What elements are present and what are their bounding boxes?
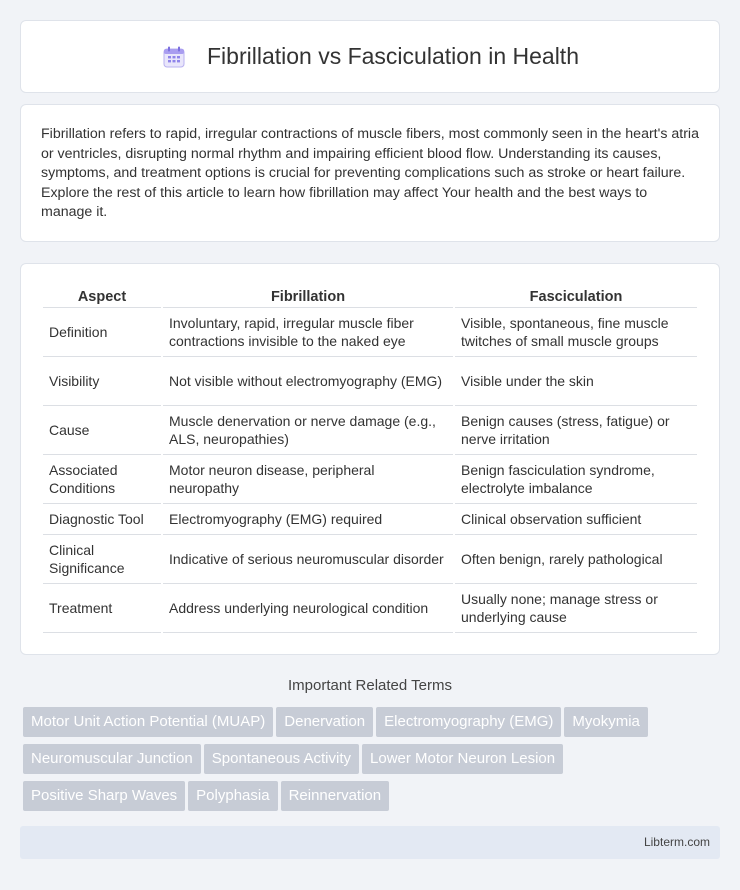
cell-aspect: Diagnostic Tool <box>43 504 161 535</box>
related-term-tag[interactable]: Denervation <box>276 707 373 737</box>
calendar-icon <box>161 44 187 70</box>
cell-fibrillation: Address underlying neurological condition <box>163 584 453 633</box>
related-term-tag[interactable]: Reinnervation <box>281 781 390 811</box>
related-term-tag[interactable]: Electromyography (EMG) <box>376 707 561 737</box>
related-terms-heading: Important Related Terms <box>288 677 452 694</box>
comparison-table <box>41 284 699 633</box>
cell-fasciculation: Often benign, rarely pathological <box>455 535 697 584</box>
table-row <box>43 406 697 455</box>
related-term-tag[interactable]: Neuromuscular Junction <box>23 744 201 774</box>
related-term-tag[interactable]: Spontaneous Activity <box>204 744 359 774</box>
cell-fibrillation: Muscle denervation or nerve damage (e.g., ALS, neuropathies) <box>163 406 453 455</box>
header-fasciculation: Fasciculation <box>455 284 697 308</box>
footer <box>20 826 720 859</box>
table-row <box>43 357 697 406</box>
cell-fasciculation: Benign causes (stress, fatigue) or nerve irritation <box>455 406 697 455</box>
table-header-row <box>43 284 697 308</box>
intro-card <box>20 104 720 242</box>
table-row <box>43 535 697 584</box>
cell-fibrillation: Indicative of serious neuromuscular disorder <box>163 535 453 584</box>
cell-aspect: Visibility <box>43 357 161 406</box>
intro-paragraph: Fibrillation refers to rapid, irregular contractions of muscle fibers, most commonly seen in the heart's atria or ventricles, disrupting normal rhythm and impairing efficient blood flow. Understanding its causes, symptoms, and treatment options is crucial for preventing complications such as stroke or heart failure. Explore the rest of this article to learn how fibrillation may affect Your health and the best ways to manage it. <box>41 126 699 221</box>
cell-fibrillation: Electromyography (EMG) required <box>163 504 453 535</box>
cell-fasciculation: Clinical observation sufficient <box>455 504 697 535</box>
table-row <box>43 308 697 357</box>
footer-site-link[interactable]: Libterm.com <box>643 835 710 849</box>
cell-fasciculation: Usually none; manage stress or underlying cause <box>455 584 697 633</box>
table-row <box>43 455 697 504</box>
related-term-tag[interactable]: Polyphasia <box>188 781 277 811</box>
page-title: Fibrillation vs Fasciculation in Health <box>207 43 579 69</box>
related-terms-list <box>23 707 723 818</box>
cell-aspect: Clinical Significance <box>43 535 161 584</box>
cell-fasciculation: Visible, spontaneous, fine muscle twitches of small muscle groups <box>455 308 697 357</box>
comparison-table-card <box>20 263 720 655</box>
related-term-tag[interactable]: Motor Unit Action Potential (MUAP) <box>23 707 273 737</box>
title-card <box>20 20 720 93</box>
cell-aspect: Cause <box>43 406 161 455</box>
related-term-tag[interactable]: Myokymia <box>564 707 648 737</box>
table-row <box>43 504 697 535</box>
header-aspect: Aspect <box>43 284 161 308</box>
cell-aspect: Definition <box>43 308 161 357</box>
cell-fibrillation: Not visible without electromyography (EMG) <box>163 357 453 406</box>
cell-fasciculation: Benign fasciculation syndrome, electrolyte imbalance <box>455 455 697 504</box>
cell-aspect: Treatment <box>43 584 161 633</box>
cell-fasciculation: Visible under the skin <box>455 357 697 406</box>
cell-fibrillation: Motor neuron disease, peripheral neuropathy <box>163 455 453 504</box>
cell-fibrillation: Involuntary, rapid, irregular muscle fiber contractions invisible to the naked eye <box>163 308 453 357</box>
cell-aspect: Associated Conditions <box>43 455 161 504</box>
related-term-tag[interactable]: Positive Sharp Waves <box>23 781 185 811</box>
related-term-tag[interactable]: Lower Motor Neuron Lesion <box>362 744 563 774</box>
table-row <box>43 584 697 633</box>
header-fibrillation: Fibrillation <box>163 284 453 308</box>
